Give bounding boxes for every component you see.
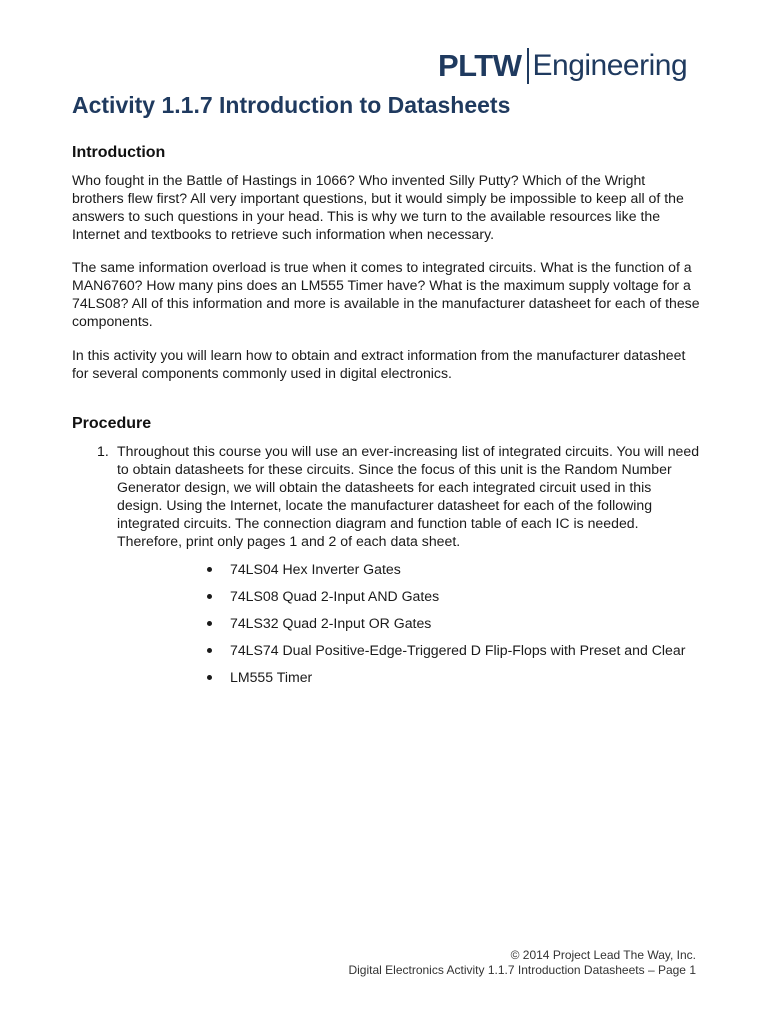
bullet-item	[117, 668, 700, 686]
bullet-text: 74LS04 Hex Inverter Gates	[230, 561, 401, 577]
bullet-text: 74LS32 Quad 2-Input OR Gates	[230, 615, 432, 631]
bullet-icon	[207, 648, 212, 653]
bullet-item	[117, 614, 700, 632]
bullet-text: 74LS74 Dual Positive-Edge-Triggered D Flip-Flops with Preset and Clear	[230, 642, 686, 658]
bullet-icon	[207, 594, 212, 599]
bullet-icon	[207, 567, 212, 572]
page-footer	[348, 948, 696, 978]
bullet-text: 74LS08 Quad 2-Input AND Gates	[230, 588, 440, 604]
procedure-heading: Procedure	[72, 415, 152, 432]
step-text: Throughout this course you will use an ever-increasing list of integrated circuits. You will need to obtain datasheets for these circuits. Since the focus of this unit is the Random Number Generator design, we will obtain the datasheets for each integrated circuit used in this design. Using the Internet, locate the manufacturer datasheet for each of the following integrated circuits. The connection diagram and function table of each IC is needed. Therefore, print only pages 1 and 2 of each data sheet.	[117, 443, 700, 549]
logo-mark: PLTW	[438, 48, 522, 83]
bullet-icon	[207, 621, 212, 626]
bullet-item	[117, 587, 700, 605]
bullet-item	[117, 641, 700, 659]
logo-word: Engineering	[532, 49, 688, 82]
bullet-text: LM555 Timer	[230, 669, 313, 685]
ic-bullet-list	[117, 560, 700, 686]
introduction-heading: Introduction	[72, 144, 166, 161]
bullet-icon	[207, 675, 212, 680]
procedure-list	[72, 442, 700, 695]
page-title: Activity 1.1.7 Introduction to Datasheets	[72, 92, 511, 118]
intro-paragraph-1: Who fought in the Battle of Hastings in 1066? Who invented Silly Putty? Which of the Wright brothers flew first? All very important questions, but it would simply be impossible to keep all of the answers to such questions in your head. This is why we turn to the available resources like the Internet and textbooks to retrieve such information when necessary.	[72, 172, 684, 242]
footer-copyright: © 2014 Project Lead The Way, Inc.	[510, 948, 696, 962]
pltw-engineering-logo	[438, 46, 687, 86]
intro-paragraph-2: The same information overload is true when it comes to integrated circuits. What is the function of a MAN6760? How many pins does an LM555 Timer have? What is the maximum supply voltage for a 74LS08? All of this information and more is available in the manufacturer datasheet for each of these components.	[72, 259, 700, 329]
logo-divider	[527, 48, 529, 84]
procedure-step	[72, 442, 700, 686]
step-number: 1.	[97, 443, 109, 459]
footer-page-label: Digital Electronics Activity 1.1.7 Introduction Datasheets – Page 1	[348, 963, 696, 977]
intro-paragraph-3: In this activity you will learn how to obtain and extract information from the manufacturer datasheet for several components commonly used in digital electronics.	[72, 347, 686, 381]
bullet-item	[117, 560, 700, 578]
